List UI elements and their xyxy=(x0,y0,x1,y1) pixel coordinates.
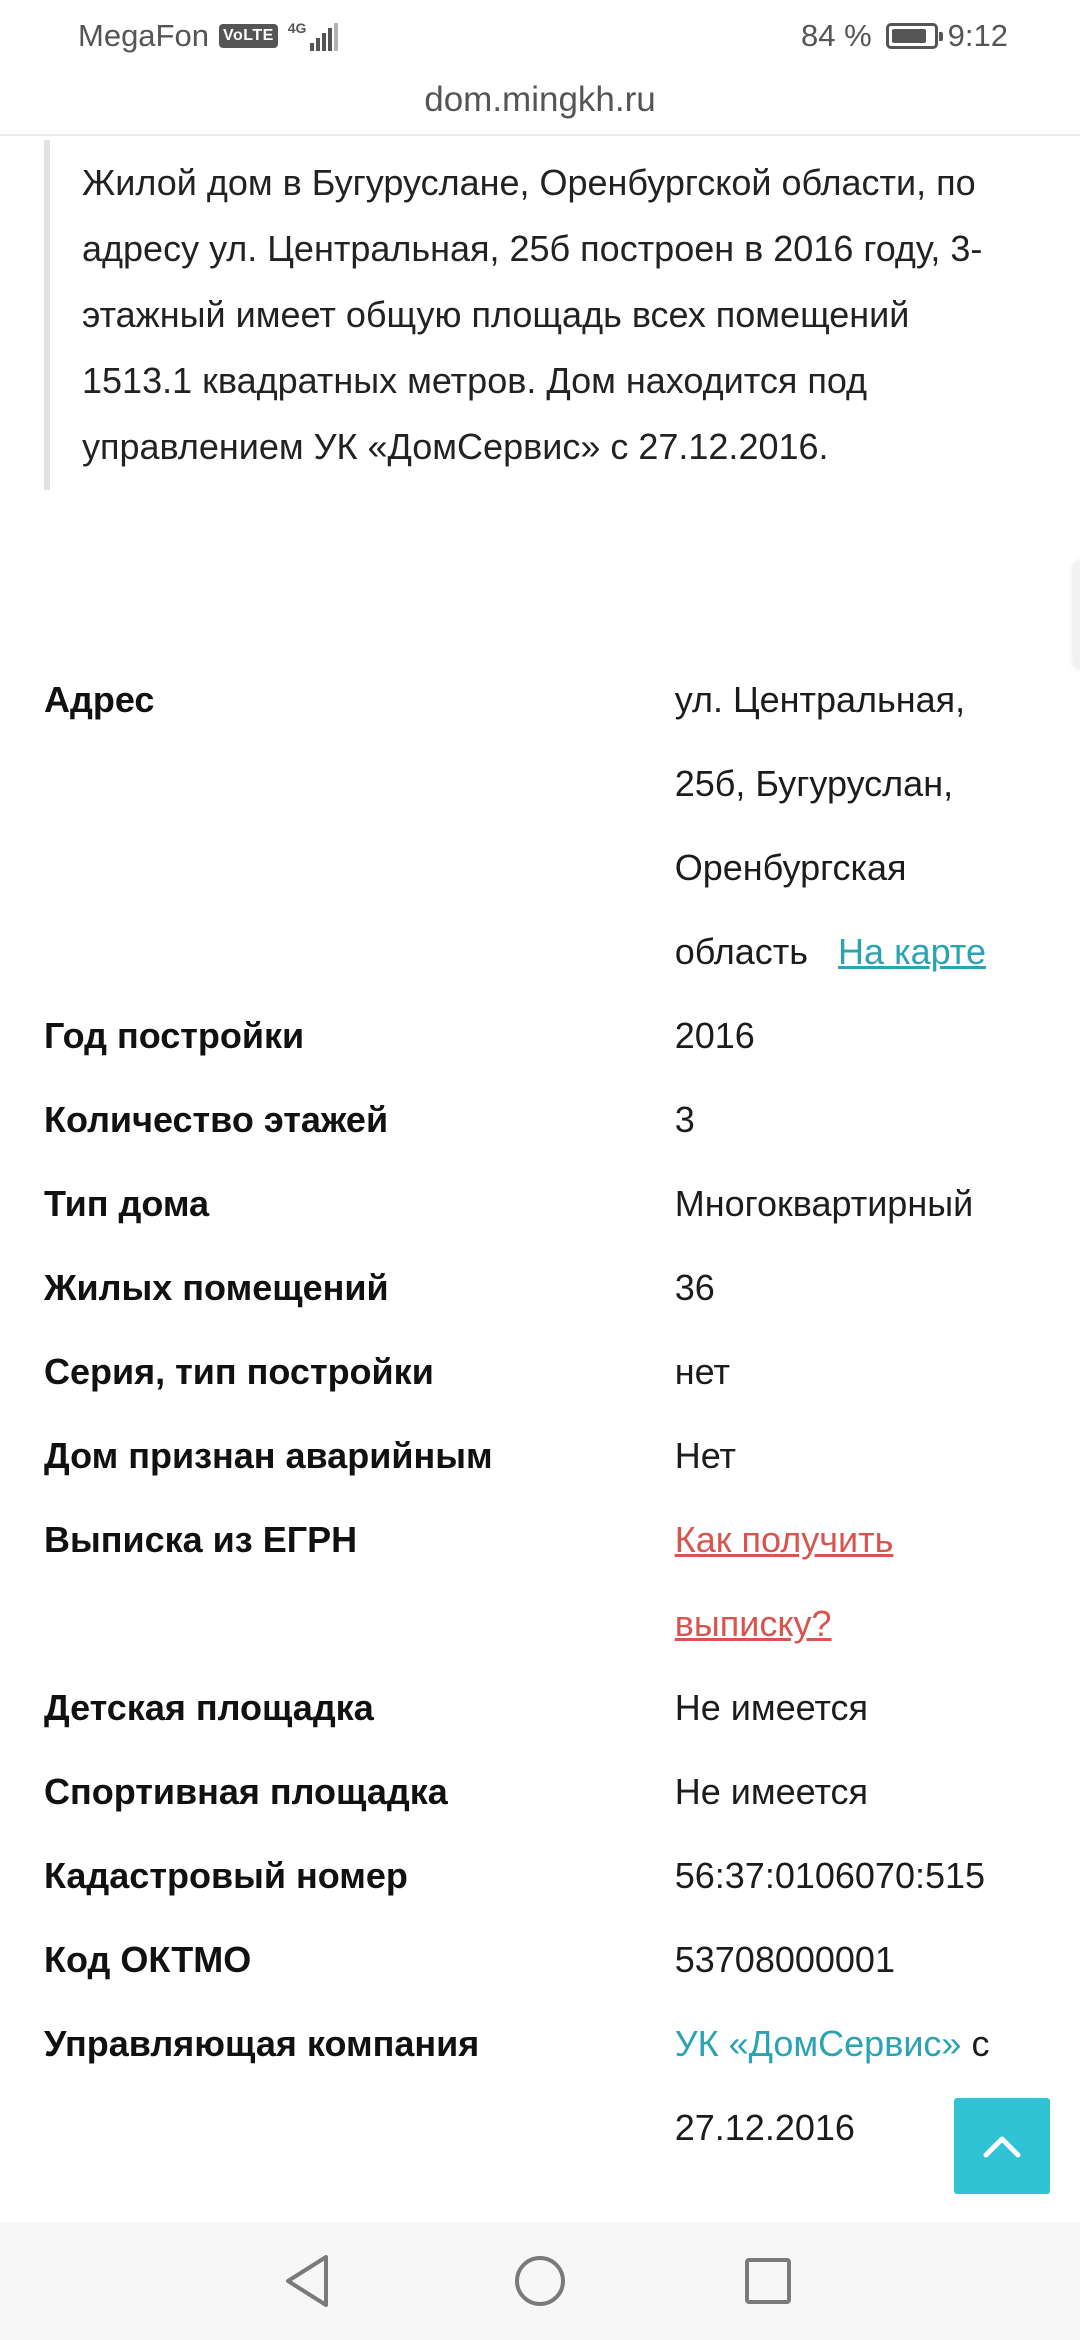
home-circle-icon xyxy=(512,2253,568,2309)
info-row-oktmo xyxy=(44,1918,1044,2002)
clock: 9:12 xyxy=(947,18,1008,53)
info-row-egrn xyxy=(44,1498,1044,1666)
info-label: Спортивная площадка xyxy=(44,1771,448,1812)
battery-percent: 84 % xyxy=(800,18,872,53)
company-link[interactable]: УК «ДомСервис» xyxy=(674,2023,962,2064)
info-label: Код ОКТМО xyxy=(44,1939,252,1980)
info-row-company xyxy=(44,2002,1044,2170)
info-label: Тип дома xyxy=(44,1183,210,1224)
status-bar xyxy=(0,0,1080,72)
recents-square-icon xyxy=(742,2255,794,2307)
house-info-table xyxy=(44,658,1044,2170)
info-row-cadastral xyxy=(44,1834,1044,1918)
info-row-playground xyxy=(44,1666,1044,1750)
info-row-sport xyxy=(44,1750,1044,1834)
info-value: 53708000001 xyxy=(674,1939,895,1980)
map-link[interactable]: На карте xyxy=(838,931,986,972)
volte-badge: VoLTE xyxy=(219,24,278,48)
carrier-name: MegaFon xyxy=(78,18,209,53)
info-label: Адрес xyxy=(44,679,155,720)
info-value: Нет xyxy=(674,1435,737,1476)
back-triangle-icon xyxy=(282,2253,332,2309)
house-description xyxy=(44,140,1024,490)
info-value: Не имеется xyxy=(674,1771,869,1812)
system-nav-bar xyxy=(0,2222,1080,2340)
info-label: Жилых помещений xyxy=(44,1267,389,1308)
info-value xyxy=(675,658,1044,994)
info-row-year xyxy=(44,994,1044,1078)
info-label: Серия, тип постройки xyxy=(44,1351,434,1392)
info-label: Выписка из ЕГРН xyxy=(44,1519,358,1560)
side-panel-handle[interactable] xyxy=(1074,560,1080,670)
nav-back-button[interactable] xyxy=(272,2246,342,2316)
company-since-prefix: с xyxy=(971,2023,990,2064)
info-label: Дом признан аварийным xyxy=(44,1435,493,1476)
info-value: 36 xyxy=(674,1267,715,1308)
info-value: 3 xyxy=(674,1099,695,1140)
url-bar[interactable] xyxy=(0,72,1080,136)
status-left xyxy=(78,18,338,54)
signal-icon xyxy=(288,21,339,51)
nav-home-button[interactable] xyxy=(505,2246,575,2316)
info-label: Кадастровый номер xyxy=(44,1855,408,1896)
description-text: Жилой дом в Бугуруслане, Оренбургской области, по адресу ул. Центральная, 25б построен в 2016 году, 3-этажный имеет общую площадь всех помещений 1513.1 квадратных метров. Дом находится под управлением УК «ДомСервис» с 27.12.2016. xyxy=(82,162,983,467)
info-label: Год постройки xyxy=(44,1015,305,1056)
chevron-up-icon xyxy=(982,2133,1022,2159)
egrn-link[interactable]: Как получить выписку? xyxy=(674,1519,894,1644)
info-row-series xyxy=(44,1330,1044,1414)
info-row-type xyxy=(44,1162,1044,1246)
info-row-address xyxy=(44,658,1044,994)
scroll-top-button[interactable] xyxy=(954,2098,1050,2194)
company-since-date: 27.12.2016 xyxy=(674,2107,855,2148)
info-label: Управляющая компания xyxy=(44,2023,480,2064)
info-row-emergency xyxy=(44,1414,1044,1498)
network-type: 4G xyxy=(287,20,307,36)
url-text: dom.mingkh.ru xyxy=(424,80,656,119)
info-label: Детская площадка xyxy=(44,1687,374,1728)
info-label: Количество этажей xyxy=(44,1099,389,1140)
status-right xyxy=(801,18,1008,54)
info-value: 2016 xyxy=(674,1015,755,1056)
nav-recents-button[interactable] xyxy=(733,2246,803,2316)
info-value: 56:37:0106070:515 xyxy=(674,1855,986,1896)
info-value xyxy=(675,1498,1044,1666)
address-text: ул. Центральная, 25б, Бугуруслан, Оренбургская область xyxy=(674,679,966,972)
info-value: Многоквартирный xyxy=(674,1183,974,1224)
info-row-living xyxy=(44,1246,1044,1330)
info-value: Не имеется xyxy=(674,1687,869,1728)
battery-icon xyxy=(886,23,938,49)
info-value: нет xyxy=(674,1351,730,1392)
info-row-floors xyxy=(44,1078,1044,1162)
